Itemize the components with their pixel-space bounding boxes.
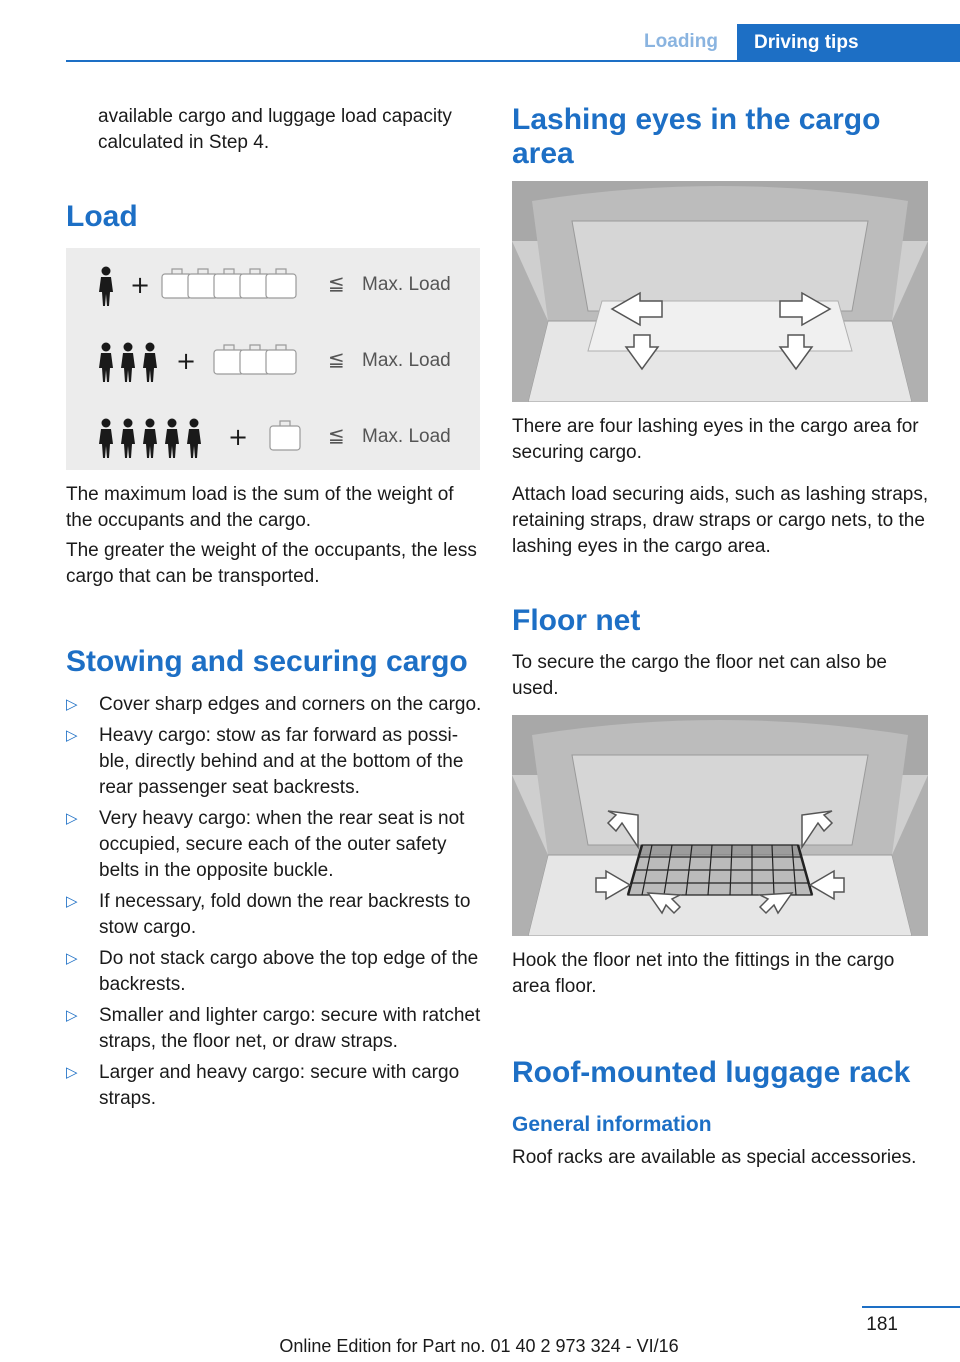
floor-net-paragraph-1: To secure the cargo the floor net can also be used. [512, 652, 887, 699]
header-section-tab: Loading [625, 24, 737, 60]
list-item: ▷ Cover sharp edges and corners on the cargo. [66, 692, 482, 718]
load-diagram [66, 248, 480, 470]
load-paragraph-1: The maximum load is the sum of the weight of the occupants and the cargo. [66, 484, 454, 531]
general-information-heading: General information [512, 1113, 712, 1136]
bullet-marker: ▷ [66, 810, 78, 827]
lashing-paragraph-1: There are four lashing eyes in the cargo area for securing cargo. [512, 416, 919, 463]
max-load-label: Max. Load [362, 274, 451, 295]
load-illustration [66, 248, 480, 470]
roof-rack-heading: Roof-mounted luggage rack [512, 1056, 911, 1089]
list-item: ▷ If necessary, fold down the rear backrests to stow cargo. [66, 891, 471, 938]
stowing-heading: Stowing and securing cargo [66, 645, 468, 678]
load-paragraph-2: The greater the weight of the occupants, the less cargo that can be transported. [66, 540, 477, 587]
load-row-2 [99, 343, 451, 383]
max-load-label: Max. Load [362, 350, 451, 371]
list-item: ▷ Smaller and lighter cargo: secure with ratchet straps, the floor net, or draw straps. [66, 1005, 481, 1052]
roof-rack-paragraph: Roof racks are available as special accessories. [512, 1147, 917, 1168]
bullet-marker: ▷ [66, 1064, 78, 1081]
max-load-label: Max. Load [362, 426, 451, 447]
header-rule [66, 60, 960, 62]
bullet-marker: ▷ [66, 893, 78, 910]
relation-sign: ≦ [328, 271, 345, 295]
plus-sign: + [176, 347, 197, 375]
lashing-paragraph-2: Attach load securing aids, such as lashing straps, retaining straps, draw straps or cargo nets, to the lashing eyes in the cargo area. [512, 484, 929, 557]
floor-net-heading: Floor net [512, 604, 641, 637]
relation-sign: ≦ [328, 347, 345, 371]
list-item: ▷ Very heavy cargo: when the rear seat is not occupied, secure each of the outer safety belts in the opposite buckle. [66, 808, 465, 881]
floor-net-illustration [512, 715, 928, 936]
lashing-eyes-photo [512, 181, 928, 402]
bullet-marker: ▷ [66, 727, 78, 744]
plus-sign: + [130, 271, 151, 299]
floor-net-paragraph-2: Hook the floor net into the fittings in the cargo area floor. [512, 950, 895, 997]
floor-net-photo [512, 715, 928, 936]
list-item: ▷ Do not stack cargo above the top edge of the backrests. [66, 948, 479, 995]
list-item: ▷ Larger and heavy cargo: secure with cargo straps. [66, 1062, 460, 1109]
list-item: ▷ Heavy cargo: stow as far forward as possi‐ble, directly behind and at the bottom of the rear passenger seat backrests. [66, 725, 464, 798]
load-row-3 [99, 419, 451, 459]
plus-sign: + [228, 423, 249, 451]
footer-rule [862, 1306, 960, 1308]
floor-net [628, 845, 812, 895]
edition-line: Online Edition for Part no. 01 40 2 973 324 - VI/16 [279, 1336, 679, 1356]
load-heading: Load [66, 200, 138, 233]
stowing-bullet-list [66, 692, 482, 1117]
lashing-heading: Lashing eyes in the cargo area [512, 103, 881, 170]
bullet-marker: ▷ [66, 696, 78, 713]
relation-sign: ≦ [328, 423, 345, 447]
bullet-marker: ▷ [66, 1007, 78, 1024]
intro-paragraph: available cargo and luggage load capacity calculated in Step 4. [98, 106, 452, 153]
bullet-marker: ▷ [66, 950, 78, 967]
page-number: 181 [866, 1314, 898, 1335]
header-chapter-tab: Driving tips [737, 24, 960, 62]
load-row-1 [99, 267, 451, 307]
cargo-area-illustration [512, 181, 928, 402]
